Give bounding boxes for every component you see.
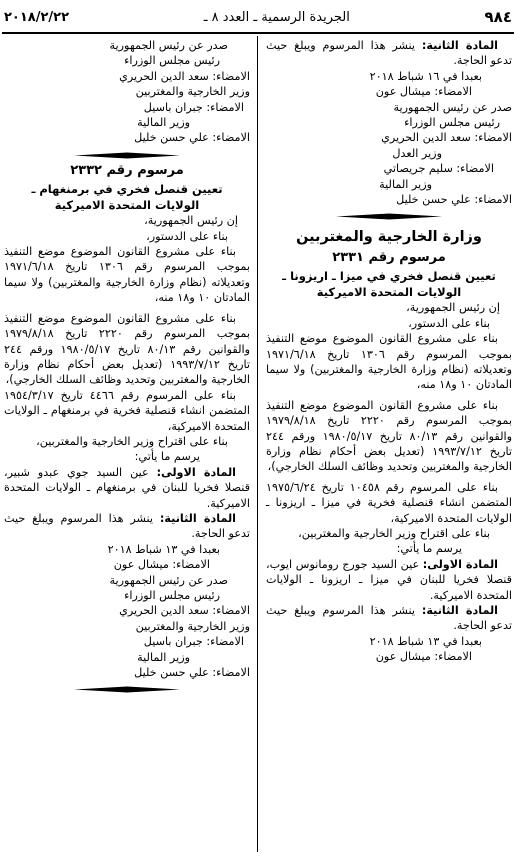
article-text: ينشر هذا المرسوم ويبلغ حيث تدعو الحاجة.: [4, 511, 250, 541]
decree-title-line-2: الولايات المتحدة الاميركية: [54, 198, 200, 213]
preamble-law-2220: بناء على مشروع القانون الموضوع موضع التنفيذ بموجب المرسوم رقم ٢٢٢٠ تاريخ ١٩٧٩/٨/١٨ والقوانين رقم ٨٠/١٣ تاريخ ١٩٨٠/٥/١٧ ورقم ٢٤٤ تاريخ ١٩٩٣/٧/١٢ (تعديل بعض أحكام نظام وزارة الخارجية والمغتربين وتحديد وظائف السلك الخارجي)،: [4, 311, 250, 387]
preamble-decree-4466: بناء على المرسوم رقم ٤٤٦٦ تاريخ ١٩٥٤/٣/١٧ المتضمن انشاء قنصلية فخرية في برمنغهام ـ الولايات المتحدة الاميركية،: [4, 388, 250, 433]
pm-title: رئيس مجلس الوزراء: [404, 116, 500, 130]
pm-title: رئيس مجلس الوزراء: [124, 589, 220, 602]
preamble-decrees: يرسم ما يأتي:: [134, 450, 200, 464]
separator-flourish-icon: [334, 213, 444, 220]
decree-title-line-1: تعيين قنصل فخري في برمنغهام ـ: [31, 182, 223, 197]
pm-signature: الامضاء: سعد الدين الحريري: [381, 131, 512, 145]
finance-minister-signature: الامضاء: علي حسن خليل: [134, 666, 250, 680]
section-separator: [4, 152, 250, 159]
preamble-law-2220: بناء على مشروع القانون الموضوع موضع التنفيذ بموجب المرسوم رقم ٢٢٢٠ تاريخ ١٩٧٩/٨/١٨ والقوانين رقم ٨٠/١٣ تاريخ ١٩٨٠/٥/١٧ ورقم ٢٤٤ تاريخ ١٩٩٣/٧/١٢ (تعديل بعض أحكام نظام وزارة الخارجية والمغتربين وتحديد وظائف السلك الخارجي)،: [266, 398, 512, 474]
decree-date: بعبدا في ١٦ شباط ٢٠١٨: [369, 69, 482, 83]
article-text: عين السيد جورج رومانوس ايوب، قنصلا فخريا للبنان في ميزا ـ اريزونا ـ الولايات المتحدة الاميركية.: [266, 557, 512, 602]
preamble-constitution: بناء على الدستور،: [146, 229, 228, 243]
right-column: [266, 38, 512, 665]
separator-flourish-icon: [72, 686, 182, 693]
page-number: ٩٨٤: [484, 8, 512, 26]
finance-minister-title: وزير المالية: [137, 650, 190, 664]
finance-minister-signature: الامضاء: علي حسن خليل: [396, 193, 512, 207]
issued-by: صدر عن رئيس الجمهورية: [393, 100, 512, 114]
decree-number: مرسوم رقم ٢٣٣٢: [70, 162, 184, 178]
president-signature: الامضاء: ميشال عون: [375, 85, 472, 99]
article-text: ينشر هذا المرسوم ويبلغ حيث تدعو الحاجة.: [266, 39, 512, 68]
foreign-minister-title: وزير الخارجية والمغتربين: [135, 619, 250, 633]
president-signature: الامضاء: ميشال عون: [375, 650, 472, 664]
decree-date: بعبدا في ١٣ شباط ٢٠١٨: [369, 634, 482, 648]
separator-flourish-icon: [72, 152, 182, 159]
section-separator: [4, 686, 250, 693]
article-text: ينشر هذا المرسوم ويبلغ حيث تدعو الحاجة.: [266, 604, 512, 633]
justice-minister-title: وزير العدل: [392, 146, 442, 160]
decree-title-line-2: الولايات المتحدة الاميركية: [316, 285, 462, 300]
section-separator: [266, 213, 512, 220]
article-label: المادة الثانية:: [159, 511, 236, 525]
article-2: [266, 603, 512, 634]
justice-minister-signature: الامضاء: سليم جريصاتي: [383, 162, 494, 176]
pm-signature: الامضاء: سعد الدين الحريري: [119, 604, 250, 618]
decree-number: مرسوم رقم ٢٣٣١: [332, 249, 446, 265]
header-rule: [2, 32, 514, 34]
issue-date: ٢٠١٨/٢/٢٢: [4, 9, 70, 25]
pm-title: رئيس مجلس الوزراء: [124, 54, 220, 68]
finance-minister-title: وزير المالية: [137, 116, 190, 130]
foreign-minister-signature: الامضاء: جبران باسيل: [143, 100, 244, 114]
article-label: المادة الثانية:: [421, 604, 498, 617]
preamble-decree-10458: بناء على المرسوم رقم ١٠٤٥٨ تاريخ ١٩٧٥/٦/٢٤ المتضمن انشاء قنصلية فخرية في ميزا ـ اريزونا ـ الولايات المتحدة الاميركية،: [266, 480, 512, 525]
article-text: عين السيد جوي عبدو شبير، قنصلا فخريا للبنان في برمنغهام ـ الولايات المتحدة الاميركية.: [4, 465, 250, 510]
left-column: [4, 38, 250, 697]
preamble-decrees: يرسم ما يأتي:: [396, 542, 462, 556]
finance-minister-title: وزير المالية: [379, 177, 432, 191]
article-label: المادة الاولى:: [422, 557, 498, 571]
gazette-title: الجريدة الرسمية ـ العدد ٨ ـ: [203, 9, 350, 25]
preamble-president: إن رئيس الجمهورية،: [144, 214, 238, 228]
preamble-law-1306: بناء على مشروع القانون الموضوع موضع التنفيذ بموجب المرسوم رقم ١٣٠٦ تاريخ ١٩٧١/٦/١٨ وتعديلاته (نظام وزارة الخارجية والمغتربين) ولا سيما المادتان ١٠ و١٨ منه،: [4, 245, 250, 305]
article-1: [4, 465, 250, 511]
foreign-minister-title: وزير الخارجية والمغتربين: [135, 85, 250, 99]
pm-signature: الامضاء: سعد الدين الحريري: [119, 69, 250, 83]
preamble-president: إن رئيس الجمهورية،: [406, 301, 500, 315]
preamble-constitution: بناء على الدستور،: [408, 316, 490, 330]
ministry-heading: وزارة الخارجية والمغتربين: [296, 229, 482, 246]
article-label: المادة الاولى:: [156, 465, 237, 479]
article-label: المادة الثانية:: [421, 39, 498, 52]
foreign-minister-signature: الامضاء: جبران باسيل: [143, 635, 244, 649]
column-divider: [257, 36, 258, 852]
article-2-continued: [266, 38, 512, 69]
decree-date: بعبدا في ١٣ شباط ٢٠١٨: [107, 542, 220, 556]
issued-by: صدر عن رئيس الجمهورية: [109, 39, 228, 52]
issued-by: صدر عن رئيس الجمهورية: [109, 573, 228, 587]
preamble-proposal: بناء على اقتراح وزير الخارجية والمغتربين،: [298, 526, 490, 540]
preamble-proposal: بناء على اقتراح وزير الخارجية والمغتربين،: [36, 434, 228, 448]
preamble-law-1306: بناء على مشروع القانون الموضوع موضع التنفيذ بموجب المرسوم رقم ١٣٠٦ تاريخ ١٩٧١/٦/١٨ وتعديلاته (نظام وزارة الخارجية والمغتربين) ولا سيما المادتان ١٠ و١٨ منه،: [266, 332, 512, 392]
page-header: [4, 6, 512, 28]
finance-minister-signature: الامضاء: علي حسن خليل: [134, 131, 250, 145]
article-1: [266, 557, 512, 603]
president-signature: الامضاء: ميشال عون: [113, 558, 210, 572]
decree-title-line-1: تعيين قنصل فخري في ميزا ـ اريزونا ـ: [282, 269, 496, 284]
article-2: [4, 511, 250, 542]
